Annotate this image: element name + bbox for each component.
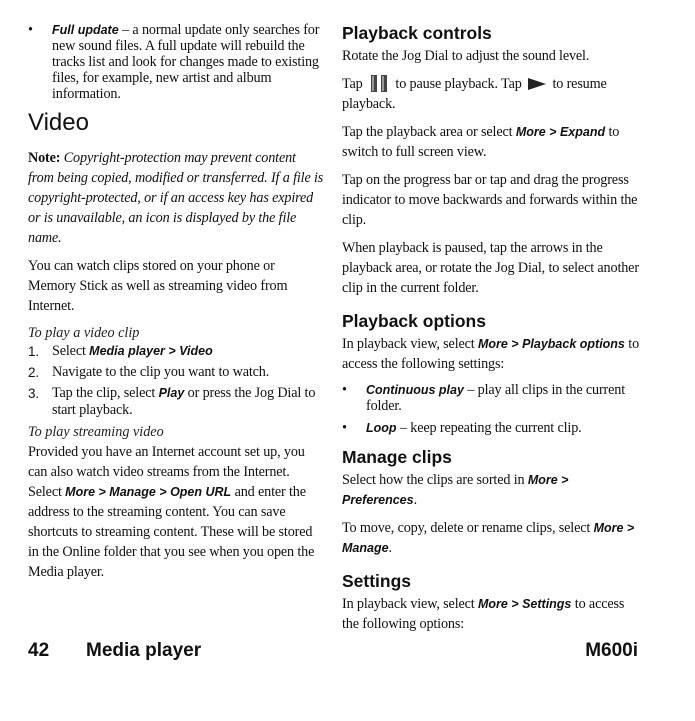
note-paragraph bbox=[28, 148, 324, 248]
text: . bbox=[388, 540, 392, 556]
list-item bbox=[342, 420, 642, 436]
text: to pause playback. Tap bbox=[392, 76, 526, 92]
bullet-icon: • bbox=[342, 382, 347, 398]
text: to switch to full screen view. bbox=[342, 124, 620, 160]
text: In playback view, select bbox=[342, 336, 478, 352]
ui-term: Media player > Video bbox=[89, 344, 213, 358]
full-update-list bbox=[28, 22, 324, 102]
ui-term: Play bbox=[158, 386, 185, 400]
text: Select how the clips are sorted in bbox=[342, 472, 528, 488]
paragraph bbox=[342, 518, 642, 558]
ui-term: More > Expand bbox=[515, 125, 606, 139]
text: To move, copy, delete or rename clips, select bbox=[342, 520, 594, 536]
note-label: Note: bbox=[28, 150, 61, 166]
step-number: 2. bbox=[28, 365, 39, 380]
text: Tap the playback area or select bbox=[342, 124, 516, 140]
text: In playback view, select bbox=[342, 596, 478, 612]
list-item bbox=[342, 382, 642, 414]
heading-settings: Settings bbox=[342, 571, 412, 591]
bullet-icon: • bbox=[342, 420, 347, 436]
heading-playback-controls: Playback controls bbox=[342, 23, 492, 43]
section-name: Media player bbox=[86, 640, 202, 661]
term: Continuous play bbox=[366, 383, 464, 397]
page-number: 42 bbox=[28, 640, 50, 661]
text: – keep repeating the current clip. bbox=[396, 420, 582, 436]
list-item bbox=[28, 364, 324, 381]
list-item bbox=[28, 385, 324, 419]
heading-manage-clips: Manage clips bbox=[342, 447, 452, 467]
step-text: Select bbox=[52, 343, 90, 359]
pause-icon bbox=[370, 75, 388, 92]
play-clip-steps bbox=[28, 343, 324, 419]
paragraph: Rotate the Jog Dial to adjust the sound level. bbox=[342, 48, 590, 64]
text: – play all clips in the current folder. bbox=[366, 382, 625, 414]
step-number: 1. bbox=[28, 344, 39, 359]
procedure-title-play-clip: To play a video clip bbox=[28, 325, 140, 341]
stream-paragraph bbox=[28, 442, 324, 582]
text: to access the following settings: bbox=[342, 336, 640, 372]
ui-term: More > Settings bbox=[477, 597, 572, 611]
step-number: 3. bbox=[28, 386, 39, 401]
ui-term: More > Preferences bbox=[342, 473, 569, 507]
bullet-icon: • bbox=[28, 22, 33, 38]
play-icon bbox=[528, 78, 546, 90]
full-update-text: – a normal update only searches for new sound files. A full update will rebuild the tracks list and look for changes made to existing files, for example, new artist and album information. bbox=[52, 22, 320, 102]
intro-paragraph: You can watch clips stored on your phone or Memory Stick as well as streaming video from Internet. bbox=[28, 258, 288, 314]
list-item bbox=[28, 343, 324, 360]
heading-playback-options: Playback options bbox=[342, 311, 486, 331]
ui-term: More > Playback options bbox=[477, 337, 625, 351]
model-name: M600i bbox=[585, 640, 638, 661]
paragraph bbox=[342, 470, 642, 510]
term: Loop bbox=[366, 421, 397, 435]
text: to resume playback. bbox=[342, 76, 607, 112]
note-text: Copyright-protection may prevent content from being copied, modified or transferred. If a file is copyright-protected, or if an access key has expired or is unavailable, an icon is displayed by the file name. bbox=[28, 150, 324, 246]
paragraph bbox=[342, 122, 642, 162]
ui-term: More > Manage > Open URL bbox=[65, 485, 232, 499]
paragraph: Tap on the progress bar or tap and drag the progress indicator to move backwards and forwards within the clip. bbox=[342, 172, 638, 228]
playback-options-list bbox=[342, 382, 642, 436]
paragraph bbox=[342, 594, 642, 634]
page-footer bbox=[28, 640, 638, 664]
page-title: Video bbox=[28, 109, 89, 136]
left-column bbox=[28, 22, 324, 590]
text: . bbox=[413, 492, 417, 508]
paragraph bbox=[342, 74, 642, 114]
stream-text: and enter the address to the streaming content. You can save shortcuts to streaming content. These will be stored in the Online folder that you see when you open the Media player. bbox=[28, 484, 315, 580]
paragraph bbox=[342, 334, 642, 374]
stream-text: Provided you have an Internet account set up, you can also watch video streams from the Internet. Select bbox=[28, 444, 305, 500]
procedure-title-play-stream: To play streaming video bbox=[28, 424, 164, 440]
text: Tap bbox=[342, 76, 367, 92]
step-text: or press the Jog Dial to start playback. bbox=[52, 385, 316, 418]
step-text: Navigate to the clip you want to watch. bbox=[52, 364, 270, 380]
right-column bbox=[342, 22, 642, 642]
list-item bbox=[28, 22, 324, 102]
paragraph: When playback is paused, tap the arrows in the playback area, or rotate the Jog Dial, to select another clip in the current folder. bbox=[342, 240, 639, 296]
term-full-update: Full update bbox=[52, 23, 119, 37]
step-text: Tap the clip, select bbox=[52, 385, 159, 401]
text: to access the following options: bbox=[342, 596, 625, 632]
ui-term: More > Manage bbox=[342, 521, 635, 555]
